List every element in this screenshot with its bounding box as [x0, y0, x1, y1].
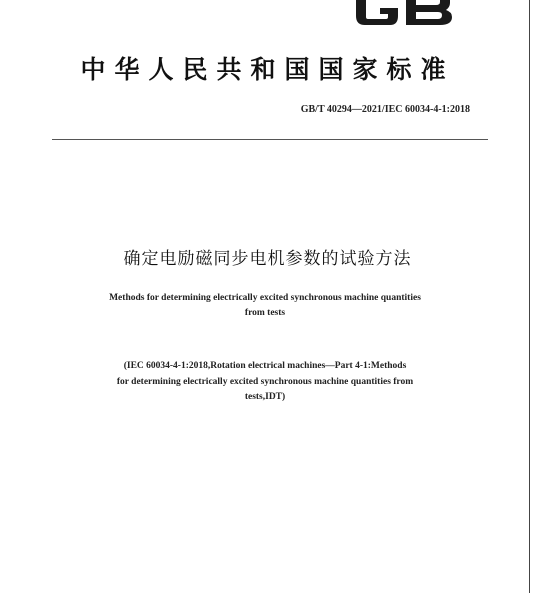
header-divider	[52, 139, 488, 140]
gb-logo-icon	[350, 0, 460, 28]
national-standard-title: 中华人民共和国国家标准	[80, 55, 455, 84]
page-edge-border	[529, 0, 530, 593]
iec-equivalence-note	[50, 359, 480, 406]
iec-equivalence-line-1: (IEC 60034-4-1:2018,Rotation electrical machines—Part 4-1:Methods	[123, 361, 407, 371]
iec-equivalence-line-3: tests,IDT)	[244, 392, 286, 402]
chinese-title: 确定电励磁同步电机参数的试验方法	[123, 249, 412, 269]
english-title	[50, 291, 480, 321]
standard-number: GB/T 40294—2021/IEC 60034-4-1:2018	[300, 104, 470, 115]
english-title-line-1: Methods for determining electrically excited synchronous machine quantities	[109, 293, 421, 303]
iec-equivalence-line-2: for determining electrically excited synchronous machine quantities from	[116, 376, 414, 387]
english-title-line-2: from tests	[244, 308, 286, 318]
